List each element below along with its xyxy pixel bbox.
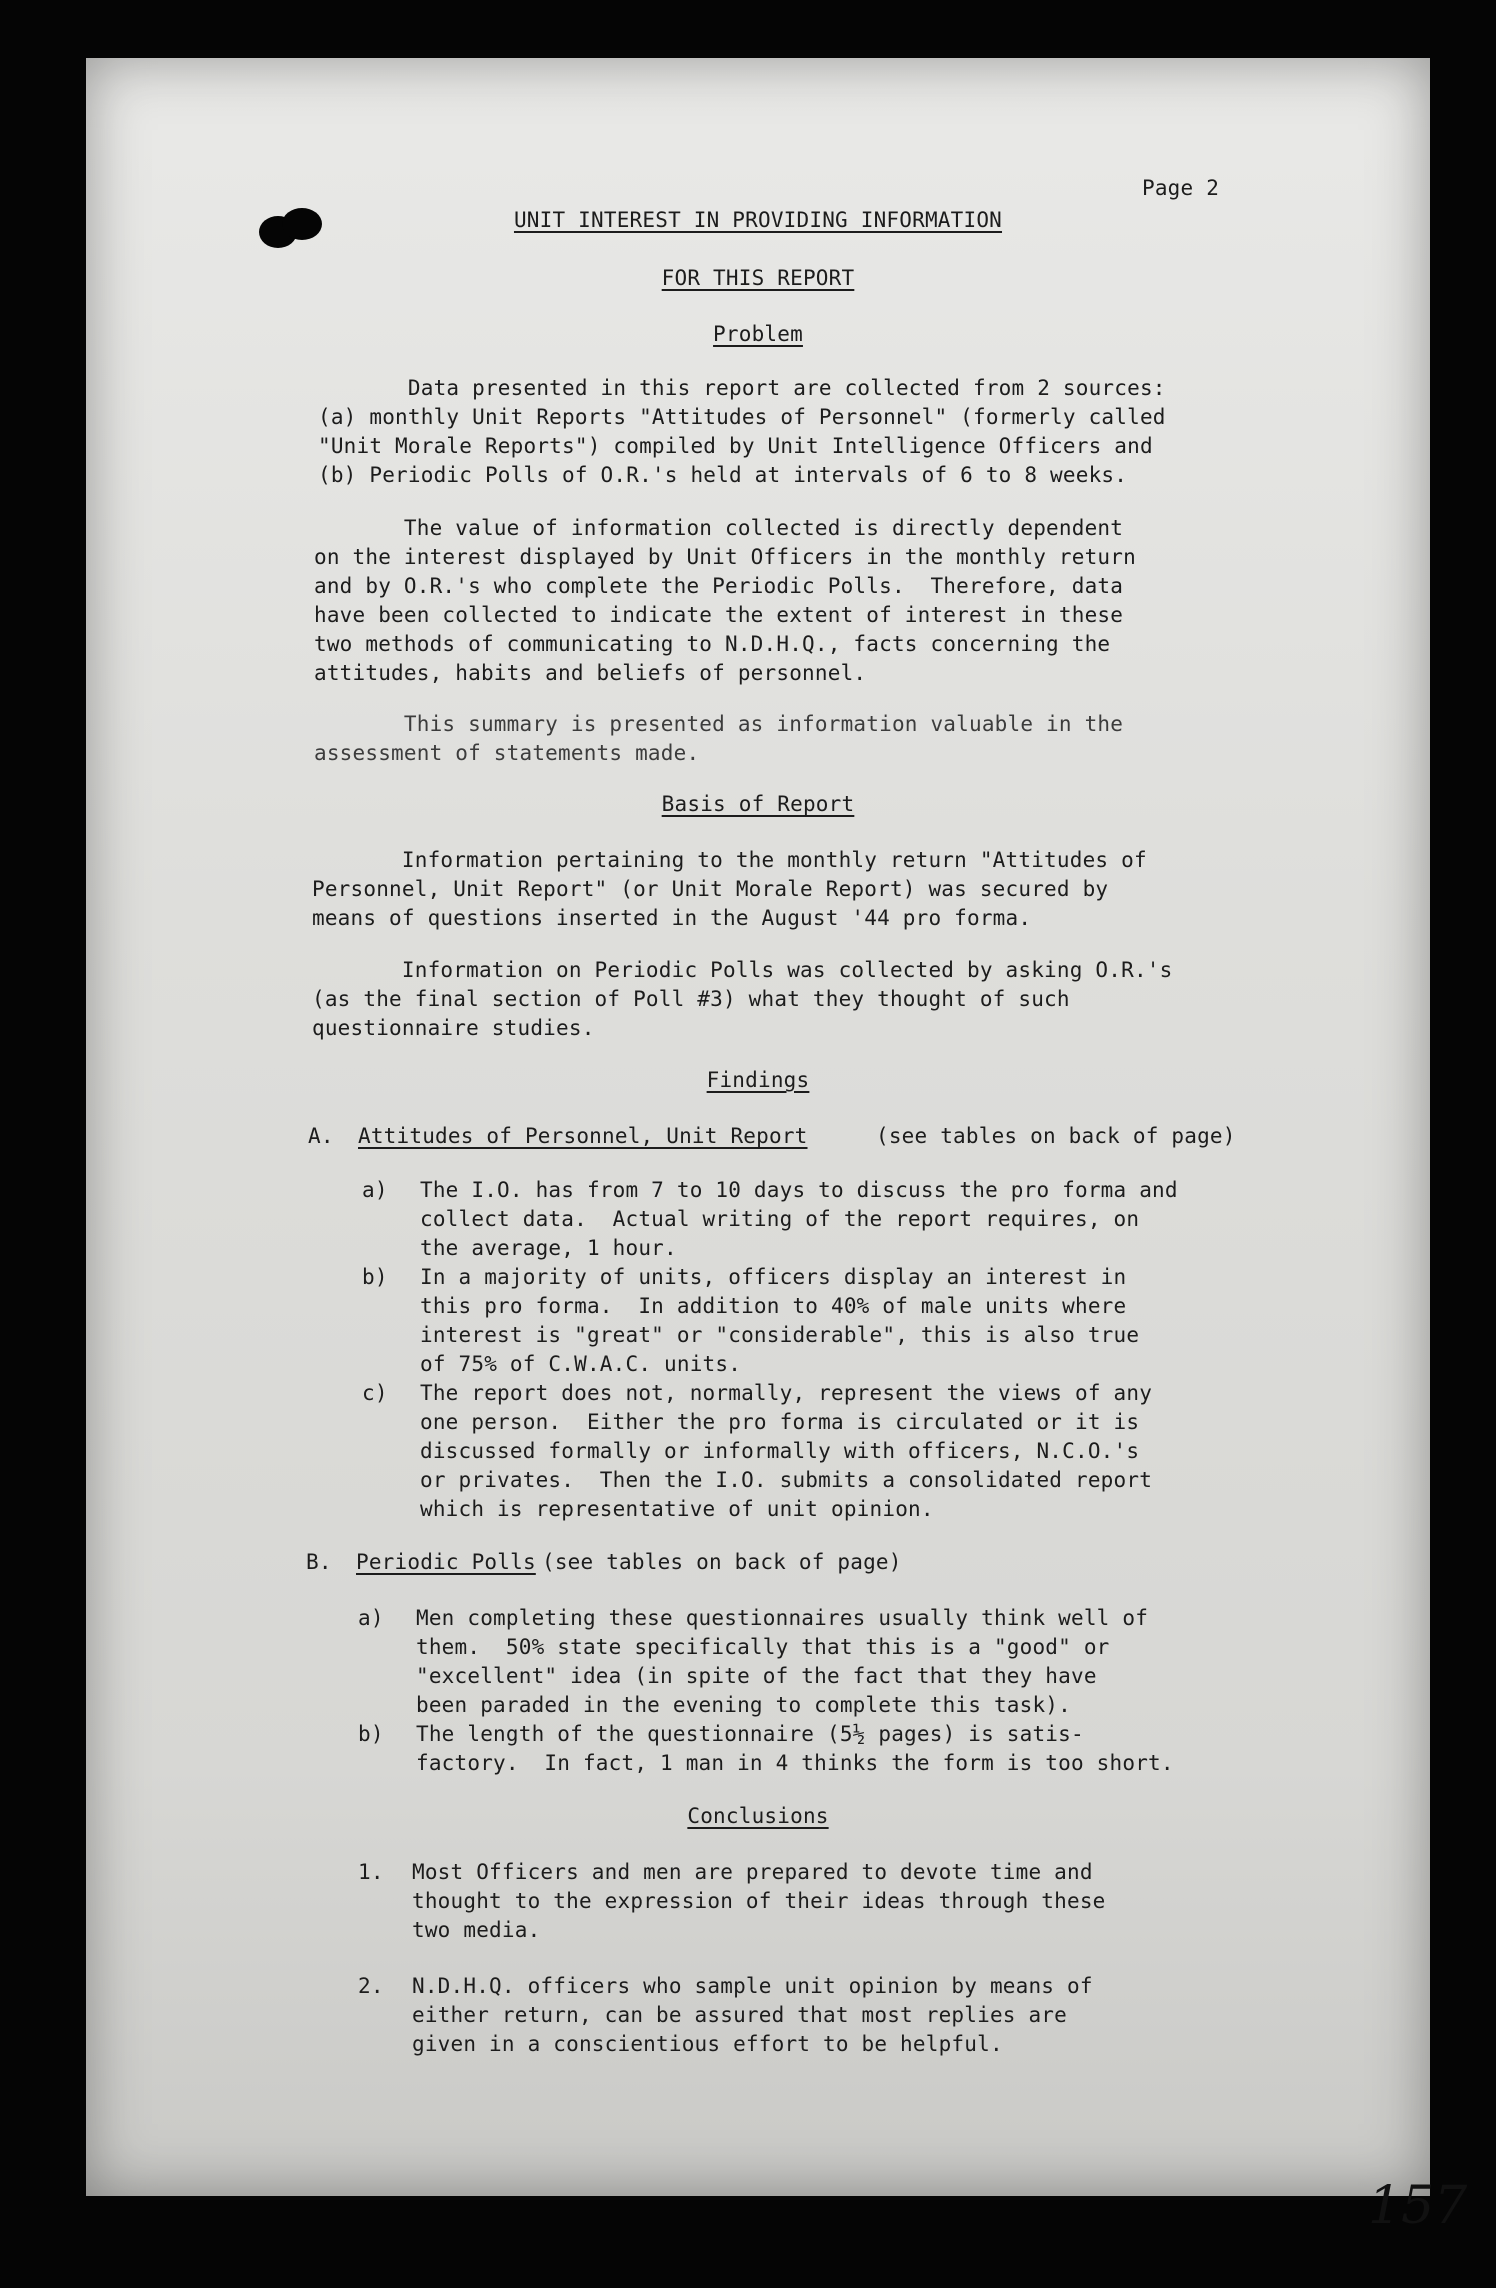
problem-paragraph-2-line-3: and by O.R.'s who complete the Periodic Polls. Therefore, data xyxy=(314,574,1124,598)
section-b-letter: B. xyxy=(306,1550,332,1574)
basis-paragraph-1-line-1: Information pertaining to the monthly return "Attitudes of xyxy=(312,848,1147,872)
section-b-item-b-line-2: factory. In fact, 1 man in 4 thinks the form is too short. xyxy=(416,1751,1174,1775)
section-b-item-b-marker: b) xyxy=(358,1722,384,1746)
section-a-item-c-line-3: discussed formally or informally with officers, N.C.O.'s xyxy=(420,1439,1140,1463)
problem-paragraph-2-line-2: on the interest displayed by Unit Officers in the monthly return xyxy=(314,545,1136,569)
problem-heading: Problem xyxy=(713,322,803,346)
section-b-item-b-line-1: The length of the questionnaire (5½ pages) is satis- xyxy=(416,1722,1084,1746)
basis-paragraph-1-line-2: Personnel, Unit Report" (or Unit Morale Report) was secured by xyxy=(312,877,1109,901)
section-b-item-a-marker: a) xyxy=(358,1606,384,1630)
section-a-item-a-line-1: The I.O. has from 7 to 10 days to discuss the pro forma and xyxy=(420,1178,1178,1202)
problem-paragraph-2-line-1: The value of information collected is directly dependent xyxy=(314,516,1124,540)
document-title-line-2: FOR THIS REPORT xyxy=(661,266,855,290)
problem-paragraph-1-line-2: (a) monthly Unit Reports "Attitudes of Personnel" (formerly called xyxy=(318,405,1166,429)
problem-paragraph-3-line-1: This summary is presented as information valuable in the xyxy=(314,712,1124,736)
section-a-note: (see tables on back of page) xyxy=(876,1124,1236,1148)
section-a-item-c-line-1: The report does not, normally, represent the views of any xyxy=(420,1381,1153,1405)
conclusion-1-line-2: thought to the expression of their ideas through these xyxy=(412,1889,1106,1913)
conclusion-2-line-1: N.D.H.Q. officers who sample unit opinion by means of xyxy=(412,1974,1093,1998)
problem-paragraph-2-line-4: have been collected to indicate the extent of interest in these xyxy=(314,603,1124,627)
basis-paragraph-2-line-3: questionnaire studies. xyxy=(312,1016,595,1040)
section-a-item-c-marker: c) xyxy=(362,1381,388,1405)
section-a-item-c-line-5: which is representative of unit opinion. xyxy=(420,1497,934,1521)
section-b-item-a-line-3: "excellent" idea (in spite of the fact that they have xyxy=(416,1664,1097,1688)
document-page xyxy=(86,58,1468,2236)
conclusion-1-line-1: Most Officers and men are prepared to devote time and xyxy=(412,1860,1093,1884)
document-title-line-1: UNIT INTEREST IN PROVIDING INFORMATION xyxy=(513,208,1003,232)
section-b-title: Periodic Polls xyxy=(356,1550,536,1574)
section-a-title: Attitudes of Personnel, Unit Report xyxy=(358,1124,808,1148)
conclusion-2-line-3: given in a conscientious effort to be helpful. xyxy=(412,2032,1003,2056)
basis-paragraph-2-line-1: Information on Periodic Polls was collected by asking O.R.'s xyxy=(312,958,1173,982)
problem-paragraph-1-line-3: "Unit Morale Reports") compiled by Unit Intelligence Officers and xyxy=(318,434,1153,458)
section-a-item-b-line-3: interest is "great" or "considerable", this is also true xyxy=(420,1323,1140,1347)
conclusion-2-marker: 2. xyxy=(358,1974,384,1998)
section-b-item-a-line-2: them. 50% state specifically that this is a "good" or xyxy=(416,1635,1110,1659)
problem-paragraph-1-line-4: (b) Periodic Polls of O.R.'s held at intervals of 6 to 8 weeks. xyxy=(318,463,1128,487)
page-number-label: Page 2 xyxy=(1142,176,1220,200)
problem-paragraph-2-line-5: two methods of communicating to N.D.H.Q., facts concerning the xyxy=(314,632,1111,656)
problem-paragraph-1-line-1: Data presented in this report are collected from 2 sources: xyxy=(318,376,1166,400)
section-b-note: (see tables on back of page) xyxy=(542,1550,902,1574)
basis-paragraph-1-line-3: means of questions inserted in the August '44 pro forma. xyxy=(312,906,1032,930)
basis-heading: Basis of Report xyxy=(661,792,855,816)
section-a-item-c-line-4: or privates. Then the I.O. submits a consolidated report xyxy=(420,1468,1153,1492)
problem-paragraph-3-line-2: assessment of statements made. xyxy=(314,741,700,765)
section-a-item-b-line-4: of 75% of C.W.A.C. units. xyxy=(420,1352,742,1376)
problem-paragraph-2-line-6: attitudes, habits and beliefs of personnel. xyxy=(314,661,867,685)
section-a-item-b-marker: b) xyxy=(362,1265,388,1289)
conclusion-1-marker: 1. xyxy=(358,1860,384,1884)
section-a-item-c-line-2: one person. Either the pro forma is circulated or it is xyxy=(420,1410,1140,1434)
section-a-item-a-line-2: collect data. Actual writing of the report requires, on xyxy=(420,1207,1140,1231)
conclusion-2-line-2: either return, can be assured that most replies are xyxy=(412,2003,1067,2027)
section-a-item-a-marker: a) xyxy=(362,1178,388,1202)
section-a-item-b-line-2: this pro forma. In addition to 40% of male units where xyxy=(420,1294,1127,1318)
section-a-item-a-line-3: the average, 1 hour. xyxy=(420,1236,677,1260)
section-b-item-a-line-1: Men completing these questionnaires usually think well of xyxy=(416,1606,1149,1630)
section-a-item-b-line-1: In a majority of units, officers display an interest in xyxy=(420,1265,1127,1289)
findings-heading: Findings xyxy=(706,1068,810,1092)
conclusions-heading: Conclusions xyxy=(687,1804,829,1828)
conclusion-1-line-3: two media. xyxy=(412,1918,541,1942)
section-a-letter: A. xyxy=(308,1124,334,1148)
basis-paragraph-2-line-2: (as the final section of Poll #3) what they thought of such xyxy=(312,987,1070,1011)
handwritten-folio-number: 157 xyxy=(1368,2176,1468,2236)
section-b-item-a-line-4: been paraded in the evening to complete this task). xyxy=(416,1693,1071,1717)
